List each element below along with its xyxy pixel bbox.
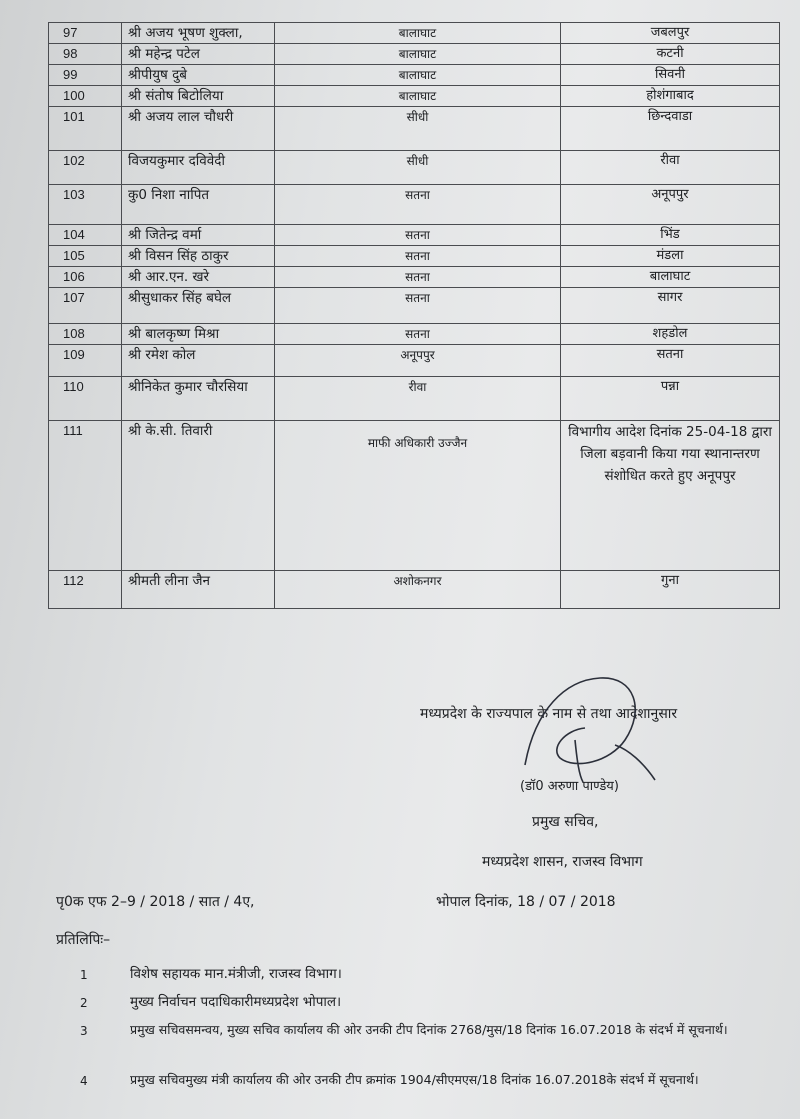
table-row [49,107,780,151]
new-posting-cell: सतना [561,345,780,377]
officer-name-cell: श्री अजय भूषण शुक्ला, [122,23,275,44]
current-posting-cell: बालाघाट [275,86,561,107]
copy-item-number: 1 [80,968,88,982]
copy-item-number: 3 [80,1024,88,1038]
new-posting-cell: भिंड [561,225,780,246]
current-posting-cell: सीधी [275,151,561,185]
officer-name-cell: श्री रमेश कोल [122,345,275,377]
officer-name-cell: श्रीसुधाकर सिंह बघेल [122,288,275,324]
serial-number-cell: 111 [49,421,122,571]
table-row [49,185,780,225]
table-row [49,86,780,107]
table-row [49,267,780,288]
officer-name-cell: श्रीनिकेत कुमार चौरसिया [122,377,275,421]
officer-name-cell: विजयकुमार दविवेदी [122,151,275,185]
serial-number-cell: 112 [49,571,122,609]
new-posting-cell: रीवा [561,151,780,185]
copy-item-number: 2 [80,996,88,1010]
table-row [49,44,780,65]
officer-name-cell: श्री अजय लाल चौधरी [122,107,275,151]
officer-name-cell: श्रीमती लीना जैन [122,571,275,609]
serial-number-cell: 110 [49,377,122,421]
current-posting-cell: बालाघाट [275,23,561,44]
table-row [49,571,780,609]
officer-name-cell: श्री विसन सिंह ठाकुर [122,246,275,267]
current-posting-cell: सीधी [275,107,561,151]
current-posting-cell: अनूपपुर [275,345,561,377]
table-row [49,65,780,86]
serial-number-cell: 103 [49,185,122,225]
officer-name-cell: कु0 निशा नापित [122,185,275,225]
current-posting-cell: माफी अधिकारी उज्जैन [275,421,561,571]
table-row [49,288,780,324]
signatory-name: (डॉ0 अरुणा पाण्डेय) [520,779,619,794]
place-date: भोपाल दिनांक, 18 / 07 / 2018 [436,894,616,910]
table-row [49,345,780,377]
transfer-table [48,22,780,609]
table-row [49,151,780,185]
serial-number-cell: 97 [49,23,122,44]
officer-name-cell: श्री संतोष बिटोलिया [122,86,275,107]
copy-item-text: प्रमुख सचिवमुख्य मंत्री कार्यालय की ओर उनकी टीप क्रमांक 1904/सीएमएस/18 दिनांक 16.07.2018के संदर्भ में सूचनार्थ। [130,1072,699,1087]
table-row [49,246,780,267]
copy-item-text: प्रमुख सचिवसमन्वय, मुख्य सचिव कार्यालय की ओर उनकी टीप दिनांक 2768/मुस/18 दिनांक 16.07.2018 के संदर्भ में सूचनार्थ। [130,1022,728,1037]
officer-name-cell: श्री जितेन्द्र वर्मा [122,225,275,246]
serial-number-cell: 106 [49,267,122,288]
officer-name-cell: श्री के.सी. तिवारी [122,421,275,571]
table-row [49,324,780,345]
new-posting-cell: विभागीय आदेश दिनांक 25-04-18 द्वारा जिला बड़वानी किया गया स्थानान्तरण संशोधित करते हुए अनूपपुर [561,421,780,571]
new-posting-cell: जबलपुर [561,23,780,44]
copy-to-label: प्रतिलिपिः– [56,932,111,948]
table-row [49,377,780,421]
serial-number-cell: 101 [49,107,122,151]
reference-number: पृ0क एफ 2–9 / 2018 / सात / 4ए, [56,894,255,910]
new-posting-cell: गुना [561,571,780,609]
current-posting-cell: सतना [275,267,561,288]
serial-number-cell: 104 [49,225,122,246]
new-posting-cell: मंडला [561,246,780,267]
new-posting-cell: सागर [561,288,780,324]
current-posting-cell: सतना [275,288,561,324]
new-posting-cell: कटनी [561,44,780,65]
serial-number-cell: 98 [49,44,122,65]
officer-name-cell: श्री बालकृष्ण मिश्रा [122,324,275,345]
table-row [49,421,780,571]
current-posting-cell: सतना [275,225,561,246]
table-row [49,23,780,44]
current-posting-cell: सतना [275,324,561,345]
serial-number-cell: 107 [49,288,122,324]
current-posting-cell: बालाघाट [275,44,561,65]
serial-number-cell: 100 [49,86,122,107]
current-posting-cell: रीवा [275,377,561,421]
serial-number-cell: 102 [49,151,122,185]
copy-item-text: मुख्य निर्वाचन पदाधिकारीमध्यप्रदेश भोपाल। [130,994,342,1010]
serial-number-cell: 99 [49,65,122,86]
new-posting-cell: पन्ना [561,377,780,421]
officer-name-cell: श्री महेन्द्र पटेल [122,44,275,65]
current-posting-cell: बालाघाट [275,65,561,86]
new-posting-cell: बालाघाट [561,267,780,288]
department-name: मध्यप्रदेश शासन, राजस्व विभाग [482,854,643,870]
officer-name-cell: श्री आर.एन. खरे [122,267,275,288]
signatory-designation: प्रमुख सचिव, [532,814,599,830]
new-posting-cell: सिवनी [561,65,780,86]
new-posting-cell: अनूपपुर [561,185,780,225]
authority-line: मध्यप्रदेश के राज्यपाल के नाम से तथा आदेशानुसार [420,706,678,722]
current-posting-cell: सतना [275,246,561,267]
table-row [49,225,780,246]
current-posting-cell: अशोकनगर [275,571,561,609]
copy-item-text: विशेष सहायक मान.मंत्रीजी, राजस्व विभाग। [130,966,342,982]
new-posting-cell: होशंगाबाद [561,86,780,107]
serial-number-cell: 105 [49,246,122,267]
new-posting-cell: छिन्दवाडा [561,107,780,151]
serial-number-cell: 108 [49,324,122,345]
officer-name-cell: श्रीपीयुष दुबे [122,65,275,86]
new-posting-cell: शहडोल [561,324,780,345]
copy-item-number: 4 [80,1074,88,1088]
serial-number-cell: 109 [49,345,122,377]
current-posting-cell: सतना [275,185,561,225]
